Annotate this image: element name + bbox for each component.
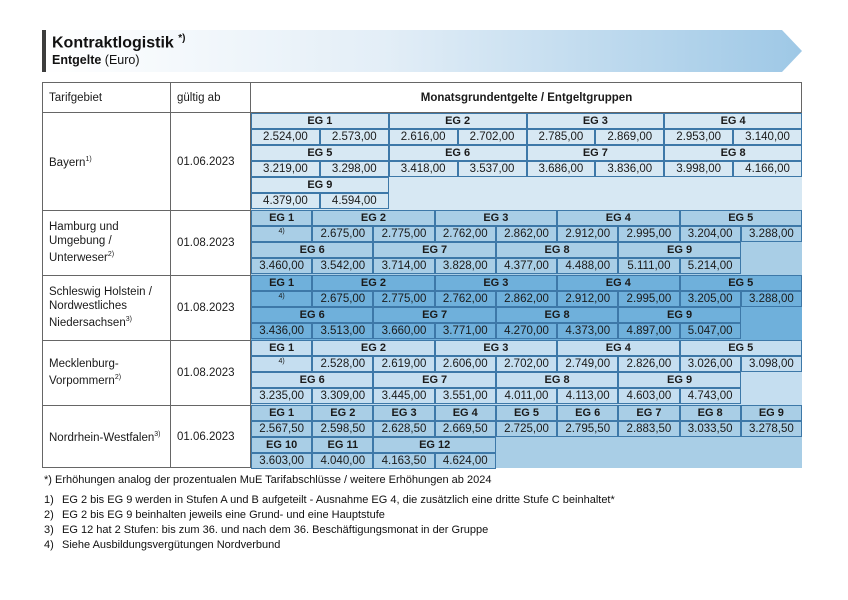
wage-value: 3.205,00: [680, 291, 741, 307]
group-label: EG 8: [496, 242, 618, 258]
group-label: EG 8: [664, 145, 802, 161]
group-label: EG 11: [312, 437, 373, 453]
group-label: EG 8: [680, 405, 741, 421]
wage-value: 3.542,00: [312, 258, 373, 274]
footnote-2: [44, 509, 385, 521]
footnote-3-text: EG 12 hat 2 Stufen: bis zum 36. und nach dem 36. Beschäftigungsmonat in der Gruppe: [62, 524, 489, 536]
wage-value: 2.669,50: [435, 421, 496, 437]
wage-value: 3.714,00: [373, 258, 434, 274]
wage-value: 3.603,00: [251, 453, 312, 469]
wage-value: 4.603,00: [618, 388, 679, 404]
footnote-4: [44, 539, 280, 551]
region-name-hamburg: [43, 210, 170, 275]
group-label: EG 3: [373, 405, 434, 421]
wage-value: 2.702,00: [458, 129, 527, 145]
wage-value: 2.995,00: [618, 226, 679, 242]
region-name-mv: [43, 340, 170, 405]
group-label: EG 2: [312, 210, 434, 226]
wage-value: 4.743,00: [680, 388, 741, 404]
group-label: EG 5: [680, 210, 802, 226]
group-label: EG 9: [618, 242, 740, 258]
group-label: EG 3: [435, 210, 557, 226]
wage-table: [42, 82, 802, 468]
group-label: EG 10: [251, 437, 312, 453]
wage-value: 3.219,00: [251, 161, 320, 177]
region-name-text: Bayern: [49, 156, 86, 169]
wage-value: 2.912,00: [557, 291, 618, 307]
wage-value: 3.998,00: [664, 161, 733, 177]
wage-value: 4.166,00: [733, 161, 802, 177]
wage-value: 5.111,00: [618, 258, 679, 274]
wage-value: 4.897,00: [618, 323, 679, 339]
wage-value: 3.288,00: [741, 226, 802, 242]
wage-value: 2.795,50: [557, 421, 618, 437]
region-name-text: Schleswig Holstein / Nordwestliches Niedersachsen: [49, 286, 152, 329]
group-label: EG 6: [251, 307, 373, 323]
wage-value: 3.771,00: [435, 323, 496, 339]
wage-value: 3.551,00: [435, 388, 496, 404]
footnote-4-number: 4): [44, 539, 54, 551]
group-label: EG 1: [251, 113, 389, 129]
footnote-2-text: EG 2 bis EG 9 beinhalten jeweils eine Grund- und eine Hauptstufe: [62, 509, 385, 521]
wage-value: 4.373,00: [557, 323, 618, 339]
wage-value: 2.785,00: [527, 129, 596, 145]
group-label: EG 6: [251, 242, 373, 258]
wage-value: 3.204,00: [680, 226, 741, 242]
region-name-text: Nordrhein-Westfalen: [49, 431, 155, 444]
wage-value: 2.524,00: [251, 129, 320, 145]
group-label: EG 6: [557, 405, 618, 421]
group-label: EG 12: [373, 437, 495, 453]
wage-value: 2.567,50: [251, 421, 312, 437]
wage-value: 3.436,00: [251, 323, 312, 339]
wage-value: 2.995,00: [618, 291, 679, 307]
wage-value: 2.775,00: [373, 226, 434, 242]
wage-value: 2.573,00: [320, 129, 389, 145]
group-label: EG 8: [496, 307, 618, 323]
group-label: EG 7: [527, 145, 665, 161]
wage-value: 4.624,00: [435, 453, 496, 469]
group-label: EG 7: [373, 372, 495, 388]
region-footnote-mark: 3): [125, 316, 132, 324]
subtitle-bold: Entgelte: [52, 53, 102, 67]
wage-value: 2.702,00: [496, 356, 557, 372]
region-footnote-mark: 1): [85, 156, 92, 164]
group-label: EG 6: [389, 145, 527, 161]
region-name-text: Hamburg und Umgebung / Unterweser: [49, 221, 119, 264]
footnote-2-number: 2): [44, 509, 54, 521]
region-name-text: Mecklenburg-Vorpommern: [49, 358, 119, 387]
wage-value: 3.836,00: [595, 161, 664, 177]
group-label: EG 7: [618, 405, 679, 421]
group-label: EG 1: [251, 405, 312, 421]
wage-value: 4.488,00: [557, 258, 618, 274]
wage-value: 2.762,00: [435, 291, 496, 307]
footnote-3-number: 3): [44, 524, 54, 536]
region-date-nrw: 01.06.2023: [177, 430, 235, 443]
group-label: EG 5: [251, 145, 389, 161]
wage-value: 2.725,00: [496, 421, 557, 437]
footnote-ref: 4): [251, 291, 312, 307]
wage-value: 3.513,00: [312, 323, 373, 339]
region-date-hamburg: 01.08.2023: [177, 236, 235, 249]
wage-value: 4.163,50: [373, 453, 434, 469]
title-text: Kontraktlogistik: [52, 34, 174, 52]
wage-value: 3.098,00: [741, 356, 802, 372]
wage-value: 4.113,00: [557, 388, 618, 404]
wage-value: 3.298,00: [320, 161, 389, 177]
wage-value: 3.140,00: [733, 129, 802, 145]
group-label: EG 3: [435, 340, 557, 356]
group-label: EG 5: [680, 275, 802, 291]
wage-value: 3.445,00: [373, 388, 434, 404]
group-label: EG 1: [251, 275, 312, 291]
wage-value: 2.775,00: [373, 291, 434, 307]
wage-value: 2.749,00: [557, 356, 618, 372]
region-footnote-mark: 3): [154, 431, 161, 439]
wage-value: 3.033,50: [680, 421, 741, 437]
wage-value: 2.912,00: [557, 226, 618, 242]
wage-value: 3.288,00: [741, 291, 802, 307]
group-label: EG 5: [496, 405, 557, 421]
group-label: EG 9: [251, 177, 389, 193]
wage-value: 2.675,00: [312, 226, 373, 242]
region-date-bayern: 01.06.2023: [177, 155, 235, 168]
wage-value: 3.235,00: [251, 388, 312, 404]
region-date-mv: 01.08.2023: [177, 366, 235, 379]
wage-value: 3.026,00: [680, 356, 741, 372]
wage-value: 4.270,00: [496, 323, 557, 339]
page-title: [52, 33, 185, 52]
wage-value: 4.011,00: [496, 388, 557, 404]
group-label: EG 5: [680, 340, 802, 356]
footnote-ref: 4): [251, 356, 312, 372]
footnote-1: [44, 494, 615, 506]
wage-value: 2.883,50: [618, 421, 679, 437]
wage-value: 3.537,00: [458, 161, 527, 177]
group-label: EG 3: [527, 113, 665, 129]
footnote-1-number: 1): [44, 494, 54, 506]
footnote-3: [44, 524, 488, 536]
group-label: EG 1: [251, 340, 312, 356]
title-footnote-mark: *): [178, 33, 186, 44]
wage-value: 5.047,00: [680, 323, 741, 339]
region-date-schleswig: 01.08.2023: [177, 301, 235, 314]
footnote-ref: 4): [251, 226, 312, 242]
region-footnote-mark: 2): [114, 374, 122, 382]
wage-value: 5.214,00: [680, 258, 741, 274]
region-name-nrw: [43, 405, 170, 468]
header-gueltig-ab: gültig ab: [177, 92, 221, 104]
region-name-schleswig: [43, 275, 170, 340]
group-label: EG 2: [312, 405, 373, 421]
wage-value: 2.953,00: [664, 129, 733, 145]
wage-value: 3.660,00: [373, 323, 434, 339]
wage-value: 2.616,00: [389, 129, 458, 145]
wage-value: 2.606,00: [435, 356, 496, 372]
group-label: EG 3: [435, 275, 557, 291]
header-entgeltgruppen: Monatsgrundentgelte / Entgeltgruppen: [420, 92, 633, 104]
group-label: EG 9: [618, 307, 740, 323]
group-label: EG 9: [741, 405, 802, 421]
group-label: EG 7: [373, 307, 495, 323]
wage-value: 3.418,00: [389, 161, 458, 177]
wage-value: 2.528,00: [312, 356, 373, 372]
wage-value: 3.686,00: [527, 161, 596, 177]
wage-value: 3.309,00: [312, 388, 373, 404]
group-label: EG 2: [312, 275, 434, 291]
group-label: EG 4: [557, 340, 679, 356]
wage-value: 2.869,00: [595, 129, 664, 145]
group-label: EG 1: [251, 210, 312, 226]
group-label: EG 4: [435, 405, 496, 421]
wage-value: 2.762,00: [435, 226, 496, 242]
header-tarifgebiet: Tarifgebiet: [49, 92, 103, 104]
group-label: EG 9: [618, 372, 740, 388]
wage-value: 2.628,50: [373, 421, 434, 437]
group-label: EG 8: [496, 372, 618, 388]
group-label: EG 4: [664, 113, 802, 129]
footnote-1-text: EG 2 bis EG 9 werden in Stufen A und B aufgeteilt - Ausnahme EG 4, die zusätzlich eine dritte Stufe C beinhaltet*: [62, 494, 615, 506]
group-label: EG 2: [389, 113, 527, 129]
wage-value: 3.278,50: [741, 421, 802, 437]
wage-value: 2.598,50: [312, 421, 373, 437]
footnote-star: *) Erhöhungen analog der prozentualen MuE Tarifabschlüsse / weitere Erhöhungen ab 2024: [44, 474, 492, 486]
wage-value: 2.619,00: [373, 356, 434, 372]
wage-value: 3.460,00: [251, 258, 312, 274]
wage-value: 3.828,00: [435, 258, 496, 274]
wage-value: 2.862,00: [496, 226, 557, 242]
footnote-4-text: Siehe Ausbildungsvergütungen Nordverbund: [62, 539, 281, 551]
group-label: EG 4: [557, 275, 679, 291]
wage-value: 2.826,00: [618, 356, 679, 372]
page-subtitle: [52, 53, 140, 67]
group-label: EG 6: [251, 372, 373, 388]
wage-value: 2.862,00: [496, 291, 557, 307]
wage-value: 4.377,00: [496, 258, 557, 274]
group-label: EG 4: [557, 210, 679, 226]
group-label: EG 2: [312, 340, 434, 356]
region-footnote-mark: 2): [107, 251, 115, 259]
wage-value: 4.594,00: [320, 193, 389, 209]
wage-value: 2.675,00: [312, 291, 373, 307]
subtitle-unit: (Euro): [104, 53, 140, 67]
region-name-bayern: [43, 113, 170, 210]
group-label: EG 7: [373, 242, 495, 258]
wage-value: 4.040,00: [312, 453, 373, 469]
wage-value: 4.379,00: [251, 193, 320, 209]
